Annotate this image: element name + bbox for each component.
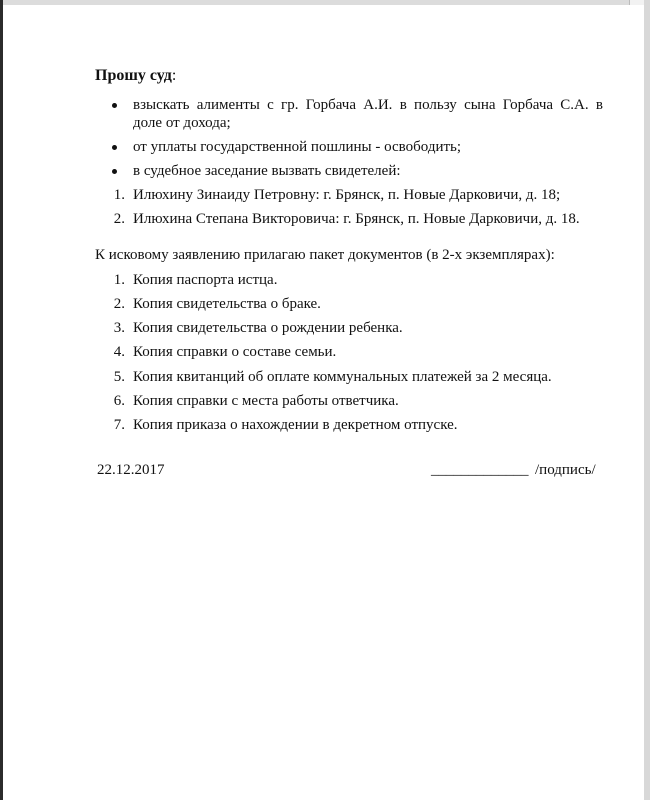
attachment-text: Копия приказа о нахождении в декретном отпуске. [133, 417, 458, 433]
list-number: 6. [113, 393, 125, 409]
list-number: 1. [113, 272, 125, 288]
list-number: 2. [113, 296, 125, 312]
request-text: от уплаты государственной пошлины - освободить; [133, 139, 462, 155]
document-heading: Прошу суд: [95, 67, 177, 84]
attachment-text: Копия паспорта истца. [133, 272, 278, 288]
attachment-text: Копия квитанций об оплате коммунальных платежей за 2 месяца. [133, 369, 552, 385]
signature-line: _____________ [431, 462, 529, 478]
attachment-text: Копия справки о составе семьи. [133, 344, 337, 360]
list-number: 5. [113, 369, 125, 385]
list-number: 2. [113, 211, 125, 227]
list-number: 4. [113, 344, 125, 360]
witness-text: Илюхину Зинаиду Петровну: г. Брянск, п. Новые Дарковичи, д. 18; [133, 187, 561, 203]
request-text-line2: доле от дохода; [133, 115, 231, 131]
request-text: в судебное заседание вызвать свидетелей: [133, 163, 401, 179]
attachment-text: Копия свидетельства о браке. [133, 296, 321, 312]
document-date: 22.12.2017 [97, 462, 165, 478]
attachments-intro: К исковому заявлению прилагаю пакет документов (в 2-х экземплярах): [95, 247, 555, 263]
attachment-text: Копия справки с места работы ответчика. [133, 393, 399, 409]
list-number: 7. [113, 417, 125, 433]
attachment-text: Копия свидетельства о рождении ребенка. [133, 320, 403, 336]
request-text-line1: взыскать алименты с гр. Горбача А.И. в пользу сына Горбача С.А. в [133, 97, 603, 113]
list-number: 1. [113, 187, 125, 203]
bullet-icon [112, 145, 117, 150]
document-page [3, 5, 644, 800]
viewer-scrollbar[interactable] [644, 0, 650, 800]
list-number: 3. [113, 320, 125, 336]
bullet-icon [112, 103, 117, 108]
bullet-icon [112, 169, 117, 174]
signature-label: /подпись/ [535, 462, 596, 478]
witness-text: Илюхина Степана Викторовича: г. Брянск, п. Новые Дарковичи, д. 18. [133, 211, 580, 227]
